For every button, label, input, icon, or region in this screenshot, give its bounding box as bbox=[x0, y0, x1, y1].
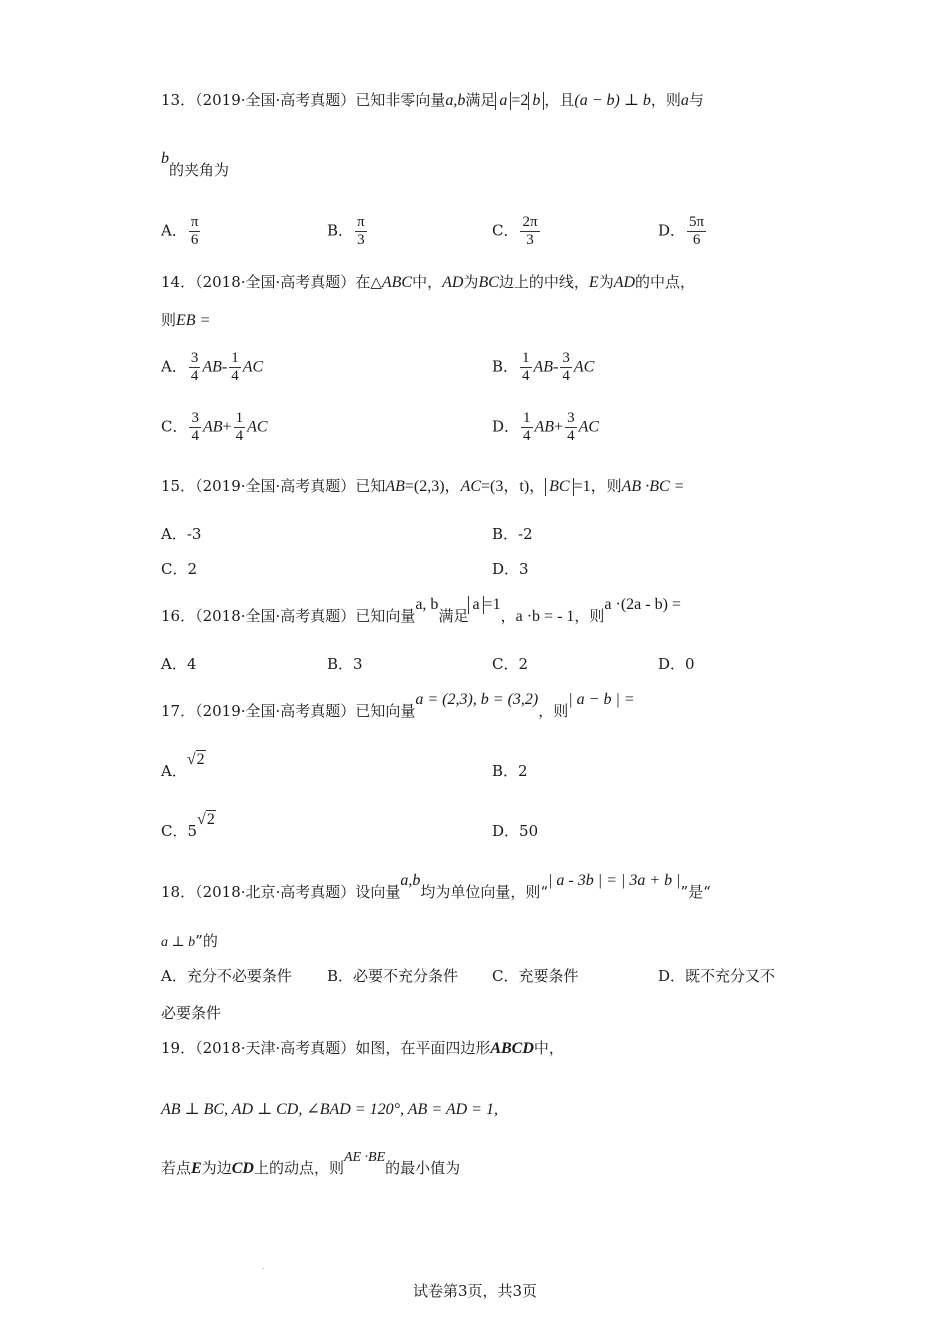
page-footer: 试卷第3页，共3页 bbox=[412, 1282, 538, 1300]
q18-stem-cont: a ⊥ b”的 bbox=[161, 932, 218, 950]
q14-stem-cont: 则EB = bbox=[161, 311, 211, 329]
q16-option-d: D．0 bbox=[658, 655, 695, 673]
q19-stem-cont: 若点E为边CD上的动点，则AE ·BE的最小值为 bbox=[161, 1150, 461, 1177]
q17-option-a: A．√2 bbox=[161, 751, 205, 780]
q13-option-d: D． $\frac{5\pi}{6}$ bbox=[658, 214, 705, 248]
q15-option-c: C．2 bbox=[161, 560, 198, 578]
q19-condition: AB ⊥ BC, AD ⊥ CD, ∠BAD = 120°, AB = AD = 1, bbox=[161, 1101, 498, 1118]
q16-option-b: B．3 bbox=[327, 655, 363, 673]
q15-option-d: D．3 bbox=[492, 560, 529, 578]
sqrt-2: √2 bbox=[197, 811, 215, 828]
q17-stem: 17．（2019·全国·高考真题）已知向量a = (2,3), b = (3,2)，则| a − b | = bbox=[161, 691, 635, 720]
q13-option-c: C． $\frac{2\pi}{3}$ bbox=[492, 214, 538, 248]
q13-stem-cont: b的夹角为 bbox=[161, 150, 230, 179]
q13-stem: 13．（2019·全国·高考真题）已知非零向量a,b满足 a =2 b ，且(a − b) ⊥ b，则a与 bbox=[161, 91, 704, 109]
q14-option-a: A． $\frac{3}{4}$ AB- $\frac{1}{4}$ AC bbox=[161, 350, 264, 384]
q16-option-a: A．4 bbox=[161, 655, 197, 673]
q16-stem: 16．（2018·全国·高考真题）已知向量a, b满足a =1，a ·b = - 1，则a ·(2a - b) = bbox=[161, 596, 681, 625]
q14-option-d: D． $\frac{1}{4}$ AB+ $\frac{3}{4}$ AC bbox=[492, 410, 600, 444]
stray-mark: . bbox=[262, 1262, 265, 1271]
q15-option-b: B．-2 bbox=[492, 525, 533, 543]
q17-option-c: C．5√2 bbox=[161, 811, 215, 840]
q17-option-d: D．50 bbox=[492, 822, 539, 840]
q18-stem: 18．（2018·北京·高考真题）设向量a,b均为单位向量，则“| a - 3b | = | 3a + b |”是“ bbox=[161, 872, 711, 901]
q19-stem: 19．（2018·天津·高考真题）如图，在平面四边形ABCD中， bbox=[161, 1039, 564, 1057]
q18-option-b: B．必要不充分条件 bbox=[327, 967, 459, 985]
q15-stem: 15．（2019·全国·高考真题）已知AB=(2,3)，AC=(3，t)， BC =1，则AB ·BC = bbox=[161, 477, 685, 495]
q15-option-a: A．-3 bbox=[161, 525, 202, 543]
q17-option-b: B．2 bbox=[492, 762, 528, 780]
q13-option-b: B． $\frac{\pi}{3}$ bbox=[327, 214, 365, 248]
q14-option-b: B． $\frac{1}{4}$ AB- $\frac{3}{4}$ AC bbox=[492, 350, 595, 384]
q18-option-d-cont: 必要条件 bbox=[161, 1004, 222, 1022]
q18-option-a: A．充分不必要条件 bbox=[161, 967, 292, 985]
q14-stem: 14．（2018·全国·高考真题）在△ABC中，AD为BC边上的中线，E为AD的中点， bbox=[161, 273, 696, 291]
q14-option-c: C． $\frac{3}{4}$ AB+ $\frac{1}{4}$ AC bbox=[161, 410, 268, 444]
q18-option-d: D．既不充分又不 bbox=[658, 967, 776, 985]
q18-option-c: C．充要条件 bbox=[492, 967, 579, 985]
q16-option-c: C．2 bbox=[492, 655, 529, 673]
q13-option-a: A． $\frac{\pi}{6}$ bbox=[161, 214, 199, 248]
sqrt-2: √2 bbox=[186, 751, 205, 768]
